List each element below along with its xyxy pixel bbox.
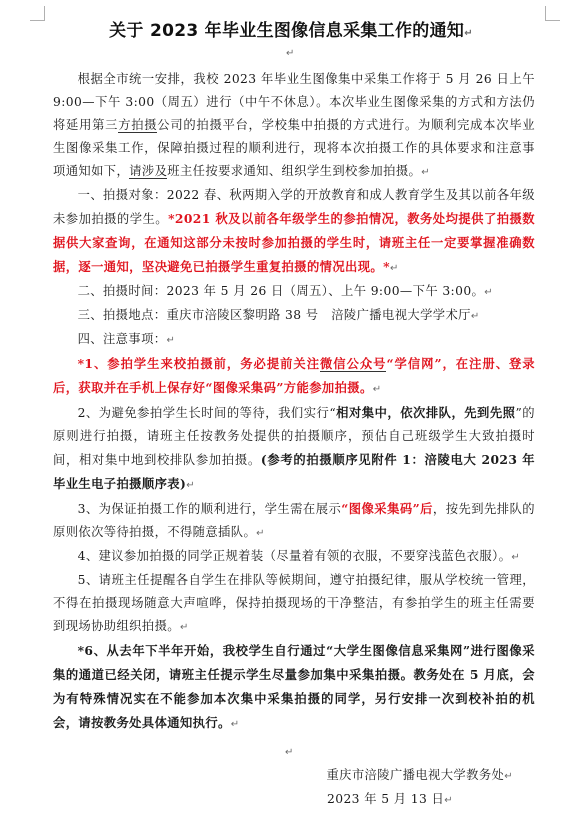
- title-text: 关于 2023 年毕业生图像信息采集工作的通知: [109, 21, 465, 41]
- paragraph-mark-icon: ↵: [484, 287, 494, 298]
- item-location: 三、拍摄地点：重庆市涪陵区黎明路 38 号 涪陵广播电视大学学术厅↵: [77, 308, 480, 322]
- paragraph-mark-icon: ↵: [372, 384, 382, 395]
- intro-paragraph: 根据全市统一安排，我校 2023 年毕业生图像集中采集工作将于 5 月 26 日上午 9:00—下午 3:00（周五）进行（中午不休息）。本次毕业生图像采集的方式和方法仍将延用第三方拍摄公司的拍摄平台，学校集中拍摄的方式进行。为顺利完成本次毕业生图像采集工作，保障拍摄过程的顺利进行，现将本次拍摄工作的具体要求和注意事项通知如下，请涉及班主任按要求通知、组织学生到校参加拍摄。↵: [53, 72, 535, 178]
- paragraph-mark-icon: ↵: [511, 552, 521, 563]
- document-title: [0, 16, 582, 41]
- paragraph-mark-icon: ↵: [470, 311, 480, 322]
- signature-block: [53, 740, 535, 812]
- note-3: 3、为保证拍摄工作的顺利进行，学生需在展示“图像采集码”后，按先到先排队的原则依次等待拍摄，不得随意插队。↵: [53, 501, 535, 539]
- paragraph-mark-icon: ↵: [421, 167, 431, 178]
- paragraph-mark-icon: ↵: [166, 335, 176, 346]
- note-2: 2、为避免参拍学生长时间的等待，我们实行“相对集中，依次排队，先到先照”的原则进行拍摄，请班主任按教务处提供的拍摄顺序，预估自己班级学生大致拍摄时间，相对集中地到校排队参加拍摄。(参考的拍摄顺序见附件 1：涪陵电大 2023 年毕业生电子拍摄顺序表)↵: [53, 405, 535, 491]
- note-6: *6、从去年下半年开始，我校学生自行通过“大学生图像信息采集网”进行图像采集的通道已经关闭，请班主任提示学生尽量参加集中采集拍摄。教务处在 5 月底，会为有特殊情况实在不能参加本次集中采集拍摄的同学，另行安排一次到校补拍的机会，请按教务处具体通知执行。↵: [53, 643, 535, 730]
- paragraph-mark-icon: ↵: [504, 771, 513, 782]
- item-notes-heading: 四、注意事项：↵: [77, 332, 176, 346]
- signature-date: 2023 年 5 月 13 日: [327, 792, 445, 806]
- note-5: 5、请班主任提醒各自学生在排队等候期间，遵守拍摄纪律，服从学校统一管理，不得在拍摄现场随意大声喧哗，保持拍摄现场的干净整洁，有参拍学生的班主任需要到现场协助组织拍摄。↵: [53, 573, 535, 633]
- item-targets: 一、拍摄对象：2022 春、秋两期入学的开放教育和成人教育学生及其以前各年级未参加拍摄的学生。*2021 秋及以前各年级学生的参拍情况，教务处均提供了拍摄数据供大家查询，在通知这部分未按时参加拍摄的学生时，请班主任一定要掌握准确数据，逐一通知，坚决避免已拍摄学生重复拍摄的情况出现。*↵: [53, 188, 535, 274]
- paragraph-mark-icon: ↵: [444, 795, 453, 806]
- paragraph-mark-icon: ↵: [464, 28, 473, 39]
- paragraph-mark-icon: ↵: [286, 48, 295, 59]
- paragraph-mark-icon: ↵: [389, 263, 399, 274]
- note-1: *1、参拍学生来校拍摄前，务必提前关注微信公众号“学信网”，在注册、登录后，获取并在手机上保存好“图像采集码”方能参加拍摄。↵: [53, 356, 535, 395]
- signature-org: 重庆市涪陵广播电视大学教务处: [326, 768, 505, 782]
- item-time: 二、拍摄时间：2023 年 5 月 26 日（周五）、上午 9:00—下午 3:00。↵: [77, 284, 494, 298]
- note-4: 4、建议参加拍摄的同学正规着装（尽量着有领的衣服，不要穿浅蓝色衣服）。↵: [77, 549, 521, 563]
- document-body: [53, 68, 535, 736]
- paragraph-mark-icon: ↵: [186, 480, 195, 491]
- paragraph-mark-icon: ↵: [285, 747, 294, 758]
- paragraph-mark-icon: ↵: [256, 528, 265, 539]
- paragraph-mark-icon: ↵: [179, 622, 189, 633]
- paragraph-mark-icon: ↵: [230, 719, 240, 730]
